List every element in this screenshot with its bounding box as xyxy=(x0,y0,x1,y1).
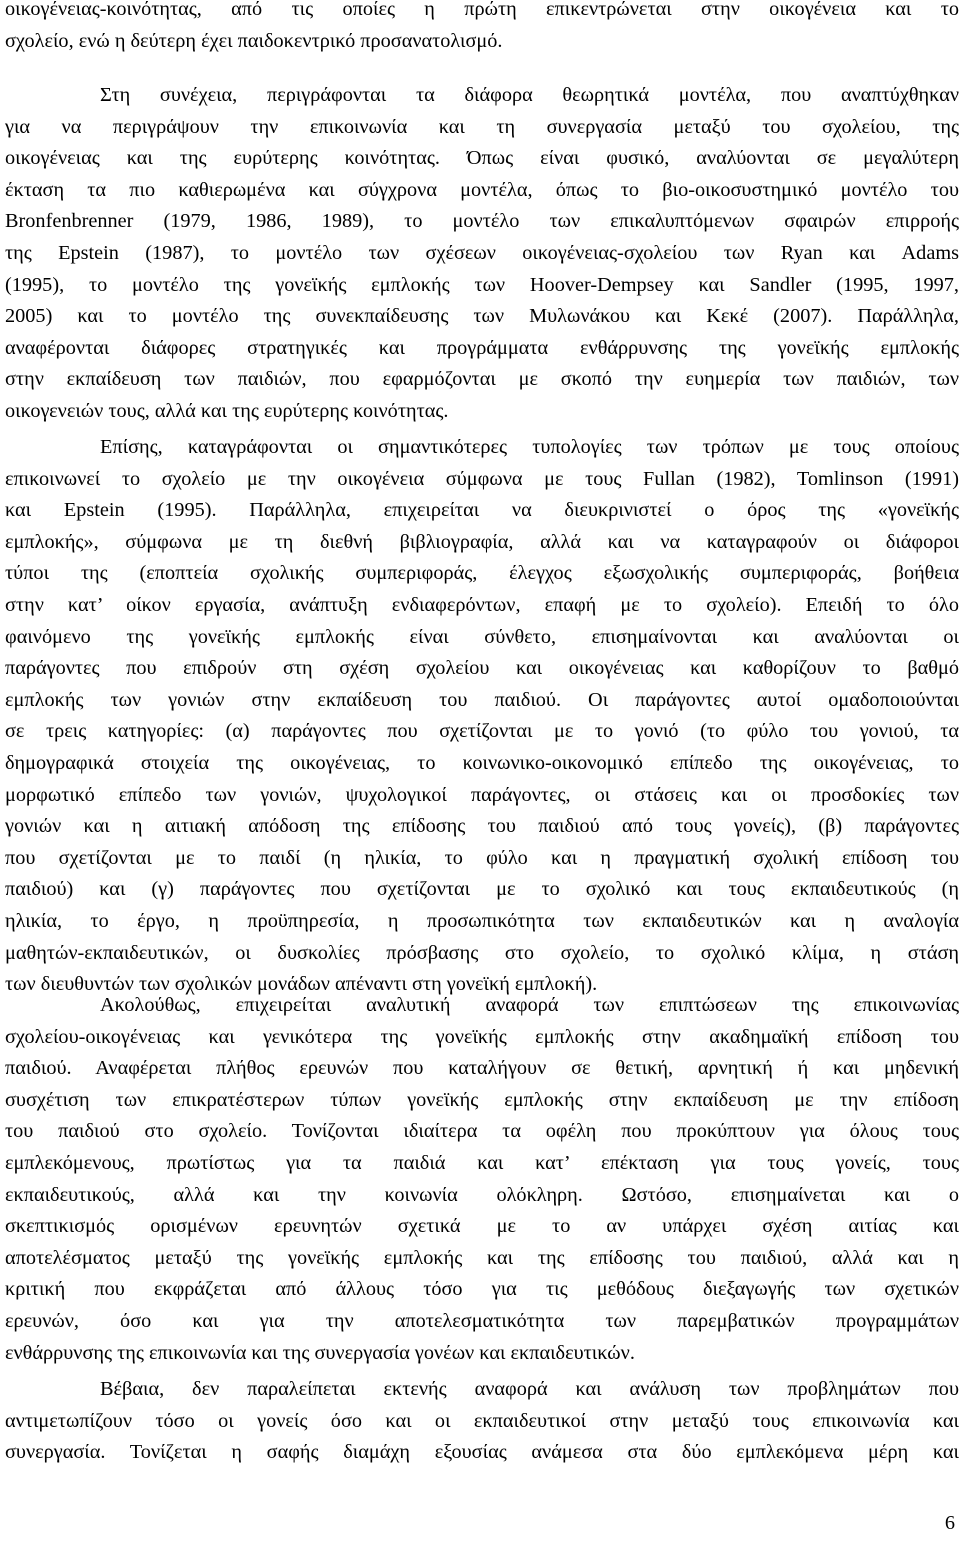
text-line: δημογραφικά στοιχεία της οικογένειας, το κοινωνικο-οικονομικό επίπεδο της οικογένειας, το xyxy=(5,751,959,774)
paragraph-3 xyxy=(5,432,959,1001)
text-line: Στη συνέχεια, περιγράφονται τα διάφορα θεωρητικά μοντέλα, που αναπτύχθηκαν xyxy=(100,84,959,106)
text-line: τύποι της (εποπτεία σχολικής συμπεριφοράς, έλεγχος εξωσχολικής συμπεριφοράς, βοήθεια xyxy=(5,562,959,585)
text-line: παράγοντες που επιδρούν στη σχέση σχολείου και οικογένειας και καθορίζουν το βαθμό xyxy=(5,657,959,680)
text-line: μαθητών-εκπαιδευτικών, οι δυσκολίες πρόσβασης στο σχολείο, το σχολικό κλίμα, η στάση xyxy=(5,941,959,964)
text-line: φαινόμενο της γονεϊκής εμπλοκής είναι σύνθετο, επισημαίνονται και αναλύονται οι xyxy=(5,625,959,648)
text-line: Ακολούθως, επιχειρείται αναλυτική αναφορά των επιπτώσεων της επικοινωνίας xyxy=(100,994,959,1016)
text-line: παιδιού) και (γ) παράγοντες που σχετίζονται με το σχολικό και τους εκπαιδευτικούς (η xyxy=(5,878,959,901)
paragraph-1 xyxy=(5,0,959,57)
text-line: Bronfenbrenner (1979, 1986, 1989), το μοντέλο των επικαλυπτόμενων σφαιρών επιρροής xyxy=(5,210,959,233)
text-line: αναφέρονται διάφορες στρατηγικές και προγράμματα ενθάρρυνσης της γονεϊκής εμπλοκής xyxy=(5,336,959,359)
text-line: μορφωτικό επίπεδο των γονιών, ψυχολογικοί παράγοντες, οι στάσεις και οι προσδοκίες των xyxy=(5,783,959,806)
text-line: οικογένειας και της ευρύτερης κοινότητας. Όπως είναι φυσικό, αναλύονται σε μεγαλύτερη xyxy=(5,147,959,170)
paragraph-4 xyxy=(5,990,959,1369)
text-line: σκεπτικισμός ορισμένων ερευνητών σχετικά με το αν υπάρχει σχέση αιτίας και xyxy=(5,1215,959,1238)
text-line: κριτική που εκφράζεται από άλλους τόσο για τις μεθόδους διεξαγωγής των σχετικών xyxy=(5,1278,959,1301)
text-line: Επίσης, καταγράφονται οι σημαντικότερες τυπολογίες των τρόπων με τους οποίους xyxy=(100,436,959,458)
text-line: σχολείου-οικογένειας και γενικότερα της γονεϊκής εμπλοκής στην ακαδημαϊκή επίδοση του xyxy=(5,1025,959,1048)
paragraph-5 xyxy=(5,1374,959,1469)
text-line: και Epstein (1995). Παράλληλα, επιχειρείται να διευκρινιστεί ο όρος της «γονεϊκής xyxy=(5,499,959,522)
text-line: (1995), το μοντέλο της γονεϊκής εμπλοκής των Hoover-Dempsey και Sandler (1995, 1997, xyxy=(5,273,959,296)
text-line: παιδιού. Αναφέρεται πλήθος ερευνών που καταλήγουν σε θετική, αρνητική ή και μηδενική xyxy=(5,1057,959,1080)
text-line: στην κατ’ οίκον εργασία, ανάπτυξη ενδιαφερόντων, επαφή με το σχολείο). Επειδή το όλο xyxy=(5,593,959,616)
paragraph-2 xyxy=(5,80,959,428)
text-line: 2005) και το μοντέλο της συνεκπαίδευσης των Μυλωνάκου και Κεκέ (2007). Παράλληλα, xyxy=(5,305,959,328)
text-line: οικογενειών τους, αλλά και της ευρύτερης κοινότητας. xyxy=(5,399,449,422)
text-line: εκπαιδευτικούς, αλλά και την κοινωνία ολόκληρη. Ωστόσο, επισημαίνεται και ο xyxy=(5,1183,959,1206)
text-line: των διευθυντών των σχολικών μονάδων απέναντι στη γονεϊκή εμπλοκή). xyxy=(5,973,598,996)
text-line: ηλικία, το έργο, η προϋπηρεσία, η προσωπικότητα των εκπαιδευτικών και η αναλογία xyxy=(5,909,959,932)
text-line: ενθάρρυνσης της επικοινωνία και της συνεργασία γονέων και εκπαιδευτικών. xyxy=(5,1341,635,1364)
text-line: αποτελέσματος μεταξύ της γονεϊκής εμπλοκής και της επίδοσης του παιδιού, αλλά και η xyxy=(5,1246,959,1269)
text-line: σε τρεις κατηγορίες: (α) παράγοντες που σχετίζονται με το γονιό (το φύλο του γονιού, τα xyxy=(5,720,959,743)
text-line: της Epstein (1987), το μοντέλο των σχέσεων οικογένειας-σχολείου των Ryan και Adams xyxy=(5,241,959,264)
text-line: εμπλοκής», σύμφωνα με τη διεθνή βιβλιογραφία, αλλά και να καταγραφούν οι διάφοροι xyxy=(5,530,959,553)
text-line: για να περιγράψουν την επικοινωνία και τη συνεργασία μεταξύ του σχολείου, της xyxy=(5,115,959,138)
text-line: στην εκπαίδευση των παιδιών, που εφαρμόζονται με σκοπό την ευημερία των παιδιών, των xyxy=(5,368,959,391)
text-line: σχολείο, ενώ η δεύτερη έχει παιδοκεντρικό προσανατολισμό. xyxy=(5,29,503,52)
text-line: εμπλοκής των γονιών στην εκπαίδευση του παιδιού. Οι παράγοντες αυτοί ομαδοποιούνται xyxy=(5,688,959,711)
text-line: γονιών και η αιτιακή απόδοση της επίδοσης του παιδιού από τους γονείς), (β) παράγοντες xyxy=(5,815,959,838)
text-line: συνεργασία. Τονίζεται η σαφής διαμάχη εξουσίας ανάμεσα στα δύο εμπλεκόμενα μέρη και xyxy=(5,1441,959,1464)
text-line: επικοινωνεί το σχολείο με την οικογένεια σύμφωνα με τους Fullan (1982), Tomlinson (1991) xyxy=(5,467,959,490)
text-line: ερευνών, όσο και για την αποτελεσματικότητα των παρεμβατικών προγραμμάτων xyxy=(5,1309,959,1332)
page-number: 6 xyxy=(944,1512,955,1534)
text-line: του παιδιού στο σχολείο. Τονίζονται ιδιαίτερα τα οφέλη που προκύπτουν για όλους τους xyxy=(5,1120,959,1143)
text-line: αντιμετωπίζουν τόσο οι γονείς όσο και οι εκπαιδευτικοί στην μεταξύ τους επικοινωνία και xyxy=(5,1409,959,1432)
text-line: συσχέτιση των επικρατέστερων τύπων γονεϊκής εμπλοκής στην εκπαίδευση με την επίδοση xyxy=(5,1088,959,1111)
text-line: οικογένειας-κοινότητας, από τις οποίες η πρώτη επικεντρώνεται στην οικογένεια και το xyxy=(5,0,959,20)
text-line: έκταση τα πιο καθιερωμένα και σύγχρονα μοντέλα, όπως το βιο-οικοσυστημικό μοντέλο του xyxy=(5,178,959,201)
text-line: εμπλεκόμενους, πρωτίστως για τα παιδιά και κατ’ επέκταση για τους γονείς, τους xyxy=(5,1151,959,1174)
text-line: Βέβαια, δεν παραλείπεται εκτενής αναφορά και ανάλυση των προβλημάτων που xyxy=(100,1378,959,1400)
text-line: που σχετίζονται με το παιδί (η ηλικία, το φύλο και η πραγματική σχολική επίδοση του xyxy=(5,846,959,869)
